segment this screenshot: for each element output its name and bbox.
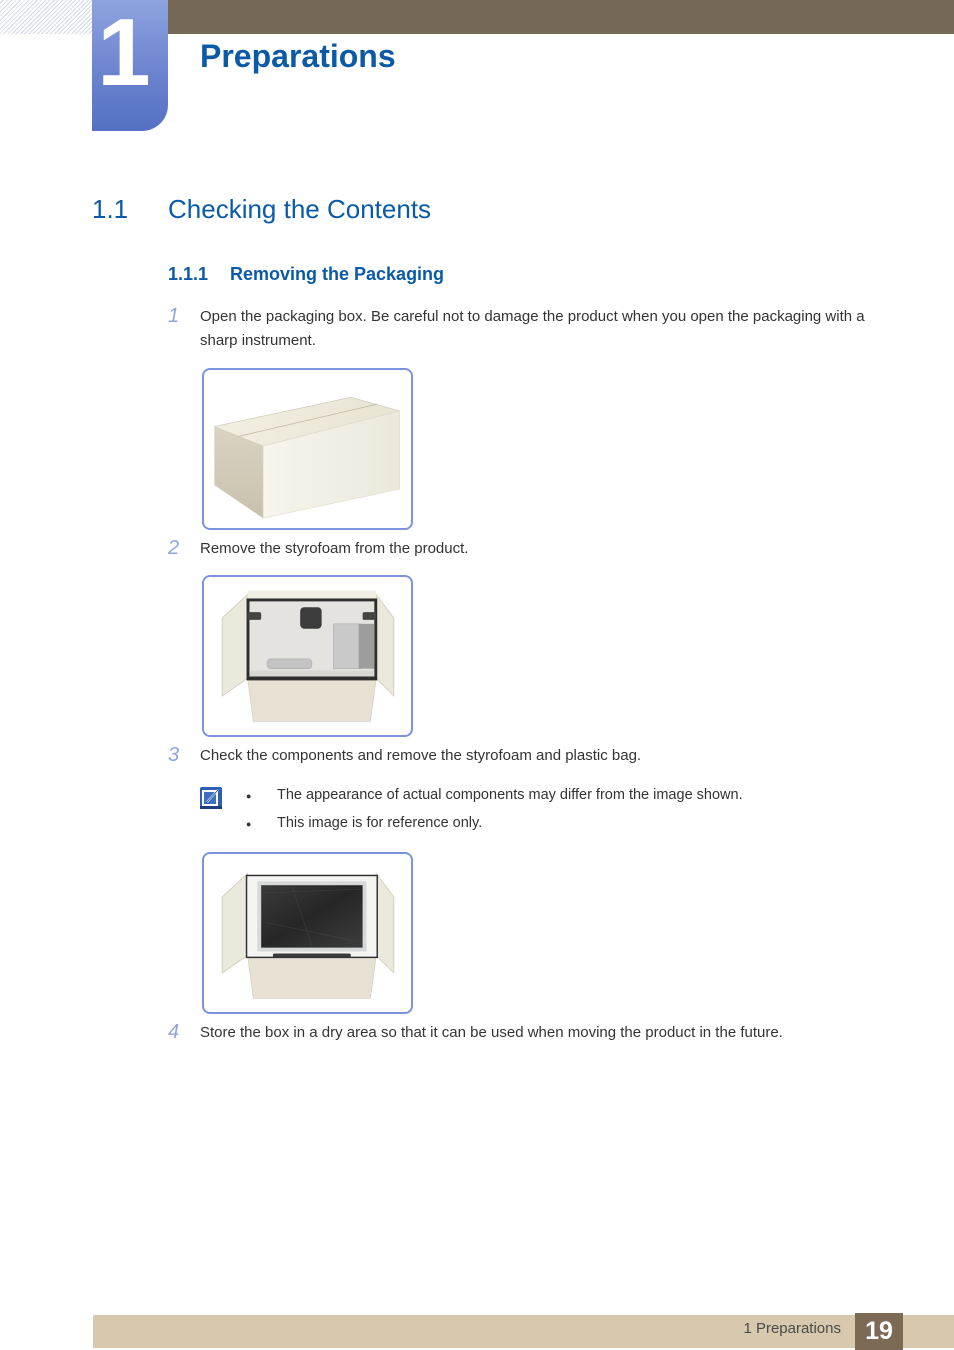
chapter-number: 1 (97, 0, 151, 106)
header-hatch-decoration (0, 0, 92, 34)
section-number: 1.1 (92, 194, 129, 224)
chapter-title: Preparations (200, 38, 396, 74)
bullet-icon: ● (246, 791, 252, 801)
section-title: Checking the Contents (168, 194, 432, 224)
chapter-tab (92, 0, 168, 131)
figure-closed-box (202, 368, 413, 530)
step-text: Open the packaging box. Be careful not to damage the product when you open the packaging with a sharp instrument. (200, 308, 865, 349)
subsection-title: Removing the Packaging (230, 264, 445, 284)
note-bullet-text: The appearance of actual components may differ from the image shown. (277, 787, 743, 803)
footer-chapter-label: 1 Preparations (743, 1320, 841, 1337)
open-box-monitor-in-bag-illustration (204, 854, 411, 1012)
step-number: 1 (168, 305, 180, 327)
step-text: Check the components and remove the styrofoam and plastic bag. (200, 747, 642, 764)
note-bullet-text: This image is for reference only. (277, 815, 483, 831)
open-box-styrofoam-illustration (204, 577, 411, 735)
step-number: 4 (168, 1021, 180, 1043)
step-text: Remove the styrofoam from the product. (200, 540, 469, 557)
closed-box-illustration (204, 370, 411, 528)
step-number: 2 (168, 537, 180, 559)
page-number: 19 (865, 1317, 893, 1345)
subsection-number: 1.1.1 (168, 264, 209, 284)
figure-monitor-in-bag (202, 852, 413, 1014)
figure-styrofoam (202, 575, 413, 737)
bullet-icon: ● (246, 819, 252, 829)
note-pencil-icon (200, 787, 222, 809)
header-bar (168, 0, 954, 34)
step-text: Store the box in a dry area so that it can be used when moving the product in the future. (200, 1024, 783, 1041)
step-number: 3 (168, 744, 180, 766)
